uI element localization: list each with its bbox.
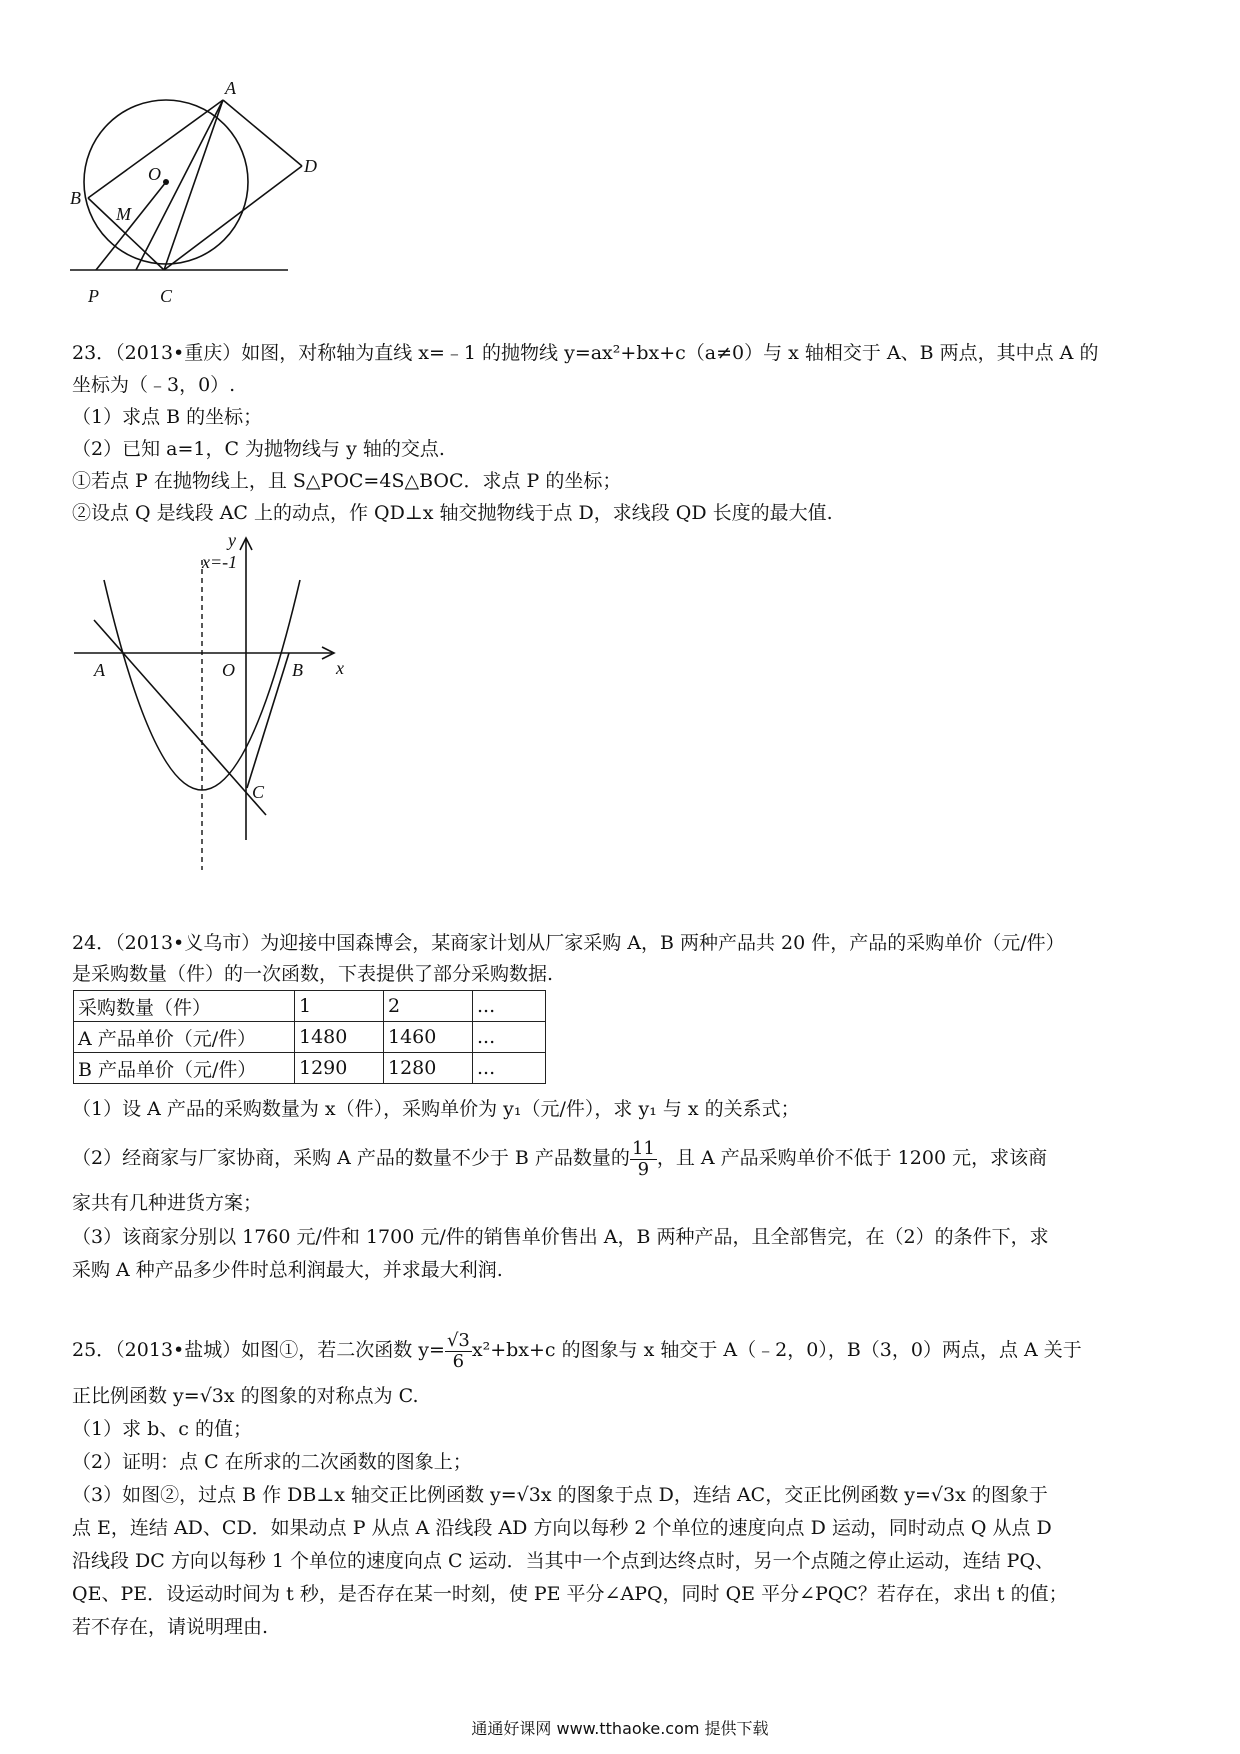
q25-line2: 正比例函数 y=√3x 的图象的对称点为 C.: [72, 1385, 419, 1407]
table-row: [74, 991, 546, 1022]
table-cell: A 产品单价（元/件）: [74, 1022, 295, 1053]
segment-a-m: [136, 100, 223, 270]
q24-part2-cont: 家共有几种进货方案；: [72, 1192, 263, 1214]
label-symmetry: x=-1: [202, 552, 238, 572]
table-row: [74, 1022, 546, 1053]
table-cell: 1280: [384, 1053, 473, 1084]
label-a: A: [94, 660, 105, 680]
q25-part2: （2）证明：点 C 在所求的二次函数的图象上；: [72, 1451, 472, 1473]
table-cell: B 产品单价（元/件）: [74, 1053, 295, 1084]
table-cell: ...: [473, 991, 546, 1022]
q25-part3b: 点 E，连结 AD、CD．如果动点 P 从点 A 沿线段 AD 方向以每秒 2 个单位的速度向点 D 运动，同时动点 Q 从点 D: [72, 1517, 1052, 1539]
line-bc: [247, 653, 289, 788]
label-b: B: [292, 660, 303, 680]
q24-part2: （2）经商家与厂家协商，采购 A 产品的数量不少于 B 产品数量的 $\frac{11}{9}$ ，且 A 产品采购单价不低于 1200 元，求该商: [72, 1137, 1048, 1180]
purchase-table: [73, 990, 546, 1084]
label-m: M: [116, 204, 131, 224]
q24-part3b: 采购 A 种产品多少件时总利润最大，并求最大利润.: [72, 1259, 503, 1281]
label-y: y: [228, 530, 236, 550]
label-d: D: [304, 156, 317, 176]
q25-part1: （1）求 b、c 的值；: [72, 1418, 252, 1440]
q23-part2a: ①若点 P 在抛物线上，且 S△POC=4S△BOC．求点 P 的坐标；: [72, 470, 622, 492]
label-o: O: [148, 164, 161, 184]
table-cell: 1290: [295, 1053, 384, 1084]
q25-part3a: （3）如图②，过点 B 作 DB⊥x 轴交正比例函数 y=√3x 的图象于点 D，连结 AC，交正比例函数 y=√3x 的图象于: [72, 1484, 1048, 1506]
fraction-11-9: $\frac{11}{9}$: [631, 1137, 655, 1180]
table-cell: 1460: [384, 1022, 473, 1053]
q24-part1: （1）设 A 产品的采购数量为 x（件），采购单价为 y₁（元/件），求 y₁ 与 x 的关系式；: [72, 1098, 800, 1120]
table-cell: 1: [295, 991, 384, 1022]
label-x: x: [336, 658, 344, 678]
q23-part2: （2）已知 a=1，C 为抛物线与 y 轴的交点.: [72, 438, 445, 460]
label-b: B: [70, 188, 81, 208]
q23-line2: 坐标为（﹣3，0）.: [72, 374, 236, 396]
table-cell: 采购数量（件）: [74, 991, 295, 1022]
label-a: A: [225, 80, 236, 98]
segment-ad: [223, 100, 302, 166]
segment-ac: [164, 100, 223, 270]
q25-part3e: 若不存在，请说明理由.: [72, 1616, 269, 1638]
fraction-sqrt3-6: $\frac{√3}{6}$: [446, 1329, 470, 1372]
q23-line1: 23．（2013•重庆）如图，对称轴为直线 x=﹣1 的抛物线 y=ax²+bx+c（a≠0）与 x 轴相交于 A、B 两点，其中点 A 的: [72, 342, 1099, 364]
label-p: P: [88, 286, 99, 306]
table-row: [74, 1053, 546, 1084]
table-cell: ...: [473, 1022, 546, 1053]
q23-part2b: ②设点 Q 是线段 AC 上的动点，作 QD⊥x 轴交抛物线于点 D，求线段 QD 长度的最大值.: [72, 502, 833, 524]
parabola-figure: [60, 530, 350, 880]
circle-figure: [60, 80, 360, 310]
line-ac: [94, 620, 266, 815]
q24-line1: 24．（2013•义乌市）为迎接中国森博会，某商家计划从厂家采购 A，B 两种产品共 20 件，产品的采购单价（元/件）: [72, 932, 1065, 954]
table-cell: ...: [473, 1053, 546, 1084]
table-cell: 1480: [295, 1022, 384, 1053]
label-o: O: [222, 660, 235, 680]
label-c: C: [160, 286, 173, 306]
q25-part3d: QE、PE．设运动时间为 t 秒，是否存在某一时刻，使 PE 平分∠APQ，同时 QE 平分∠PQC？若存在，求出 t 的值；: [72, 1583, 1068, 1605]
q23-part1: （1）求点 B 的坐标；: [72, 406, 263, 428]
q24-part3a: （3）该商家分别以 1760 元/件和 1700 元/件的销售单价售出 A，B 两种产品，且全部售完，在（2）的条件下，求: [72, 1226, 1049, 1248]
q25-line1: 25．（2013•盐城）如图①，若二次函数 y= $\frac{√3}{6}$ x²+bx+c 的图象与 x 轴交于 A（﹣2，0），B（3，0）两点，点 A 关于: [72, 1329, 1082, 1372]
q24-line2: 是采购数量（件）的一次函数，下表提供了部分采购数据.: [72, 963, 554, 985]
q25-part3c: 沿线段 DC 方向以每秒 1 个单位的速度向点 C 运动．当其中一个点到达终点时，另一个点随之停止运动，连结 PQ、: [72, 1550, 1055, 1572]
page-footer: 通通好课网 www.tthaoke.com 提供下载: [471, 1719, 769, 1738]
center-point: [163, 179, 169, 185]
segment-dc: [164, 166, 302, 270]
label-c: C: [252, 782, 265, 802]
table-cell: 2: [384, 991, 473, 1022]
